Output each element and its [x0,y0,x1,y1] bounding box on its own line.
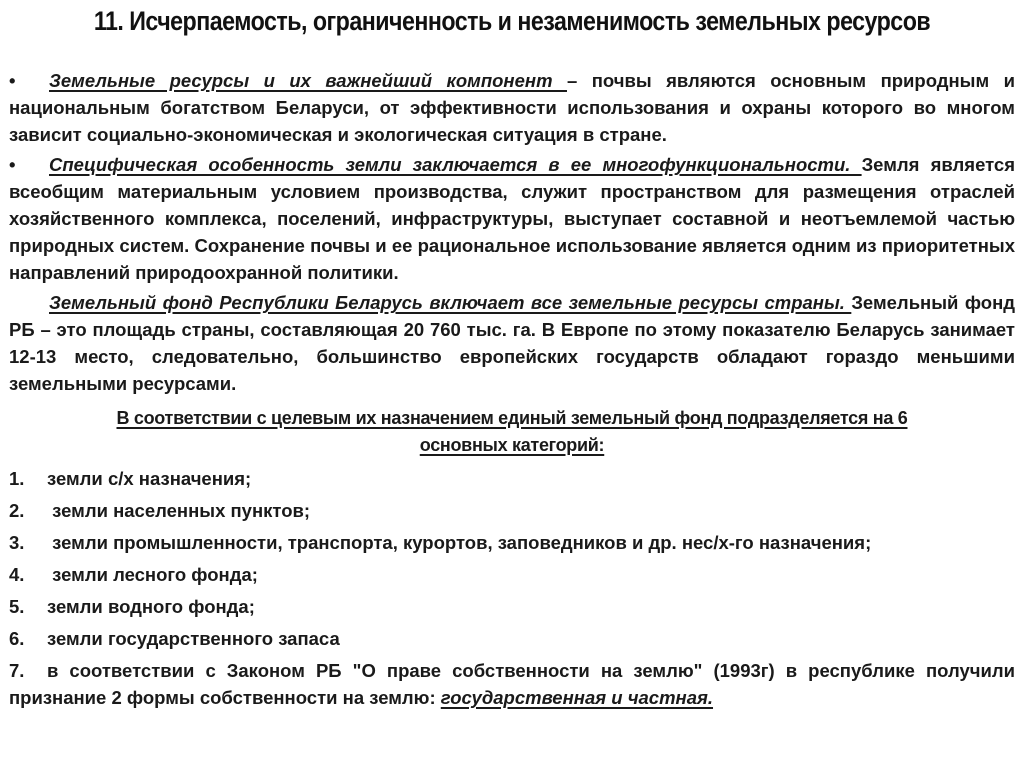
list-text: земли лесного фонда; [47,564,258,585]
list-item [9,657,1015,716]
list-number: 5. [9,596,25,617]
list-item [9,561,1015,593]
paragraph-lead: Земельные ресурсы и их важнейший компонент [49,70,567,91]
list-item [9,593,1015,625]
list-text: земли государственного запаса [47,628,340,649]
categories-heading [9,405,1015,459]
paragraph-lead: Специфическая особенность земли заключается в ее многофункциональности. [49,154,862,175]
ownership-forms-emphasis: государственная и частная. [440,687,714,708]
list-number: 7. [9,660,25,681]
paragraph-text: – почвы являются основным природным и национальным богатством Беларуси, от эффективности использования и охраны которого во многом зависит социально-экономическая и экологическая ситуация в стране. [9,70,1015,145]
list-item [9,465,1015,497]
list-text: земли промышленности, транспорта, курортов, заповедников и др. нес/х-го назначения; [47,532,872,553]
list-text: земли с/х назначения; [47,468,252,489]
list-number: 6. [9,628,25,649]
list-text: земли водного фонда; [47,596,255,617]
list-item [9,529,1015,561]
paragraph-land-fund [9,289,1015,397]
categories-list [9,465,1015,716]
list-text: в соответствии с Законом РБ "О праве собственности на землю" (1993г) в республике получили признание 2 формы собственности на землю: [9,660,1015,708]
categories-heading-line-2: основных категорий: [419,435,605,455]
list-number: 2. [9,500,25,521]
bullet-marker: • [9,154,16,175]
list-number: 1. [9,468,25,489]
slide-title: 11. Исчерпаемость, ограниченность и незаменимость земельных ресурсов [93,6,931,36]
list-number: 4. [9,564,25,585]
paragraph-text: Земля является всеобщим материальным условием производства, служит пространством для размещения отраслей хозяйственного комплекса, поселений, инфраструктуры, выступает составной и неотъемлемой частью природных систем. Сохранение почвы и ее рациональное использование является одним из приоритетных направлений природоохранной политики. [9,154,1016,283]
list-item [9,625,1015,657]
paragraph-multifunctionality [9,151,1015,286]
list-text: земли населенных пунктов; [47,500,311,521]
paragraph-land-resources [9,67,1015,148]
list-item [9,497,1015,529]
slide-body [9,67,1015,716]
bullet-marker: • [9,70,16,91]
list-number: 3. [9,532,25,553]
paragraph-text: Земельный фонд РБ – это площадь страны, составляющая 20 760 тыс. га. В Европе по этому показателю Беларусь занимает 12-13 место, следовательно, большинство европейских государств обладают гораздо меньшими земельными ресурсами. [9,292,1015,394]
paragraph-lead: Земельный фонд Республики Беларусь включает все земельные ресурсы страны. [49,292,852,313]
categories-heading-line-1: В соответствии с целевым их назначением единый земельный фонд подразделяется на 6 [116,408,908,428]
